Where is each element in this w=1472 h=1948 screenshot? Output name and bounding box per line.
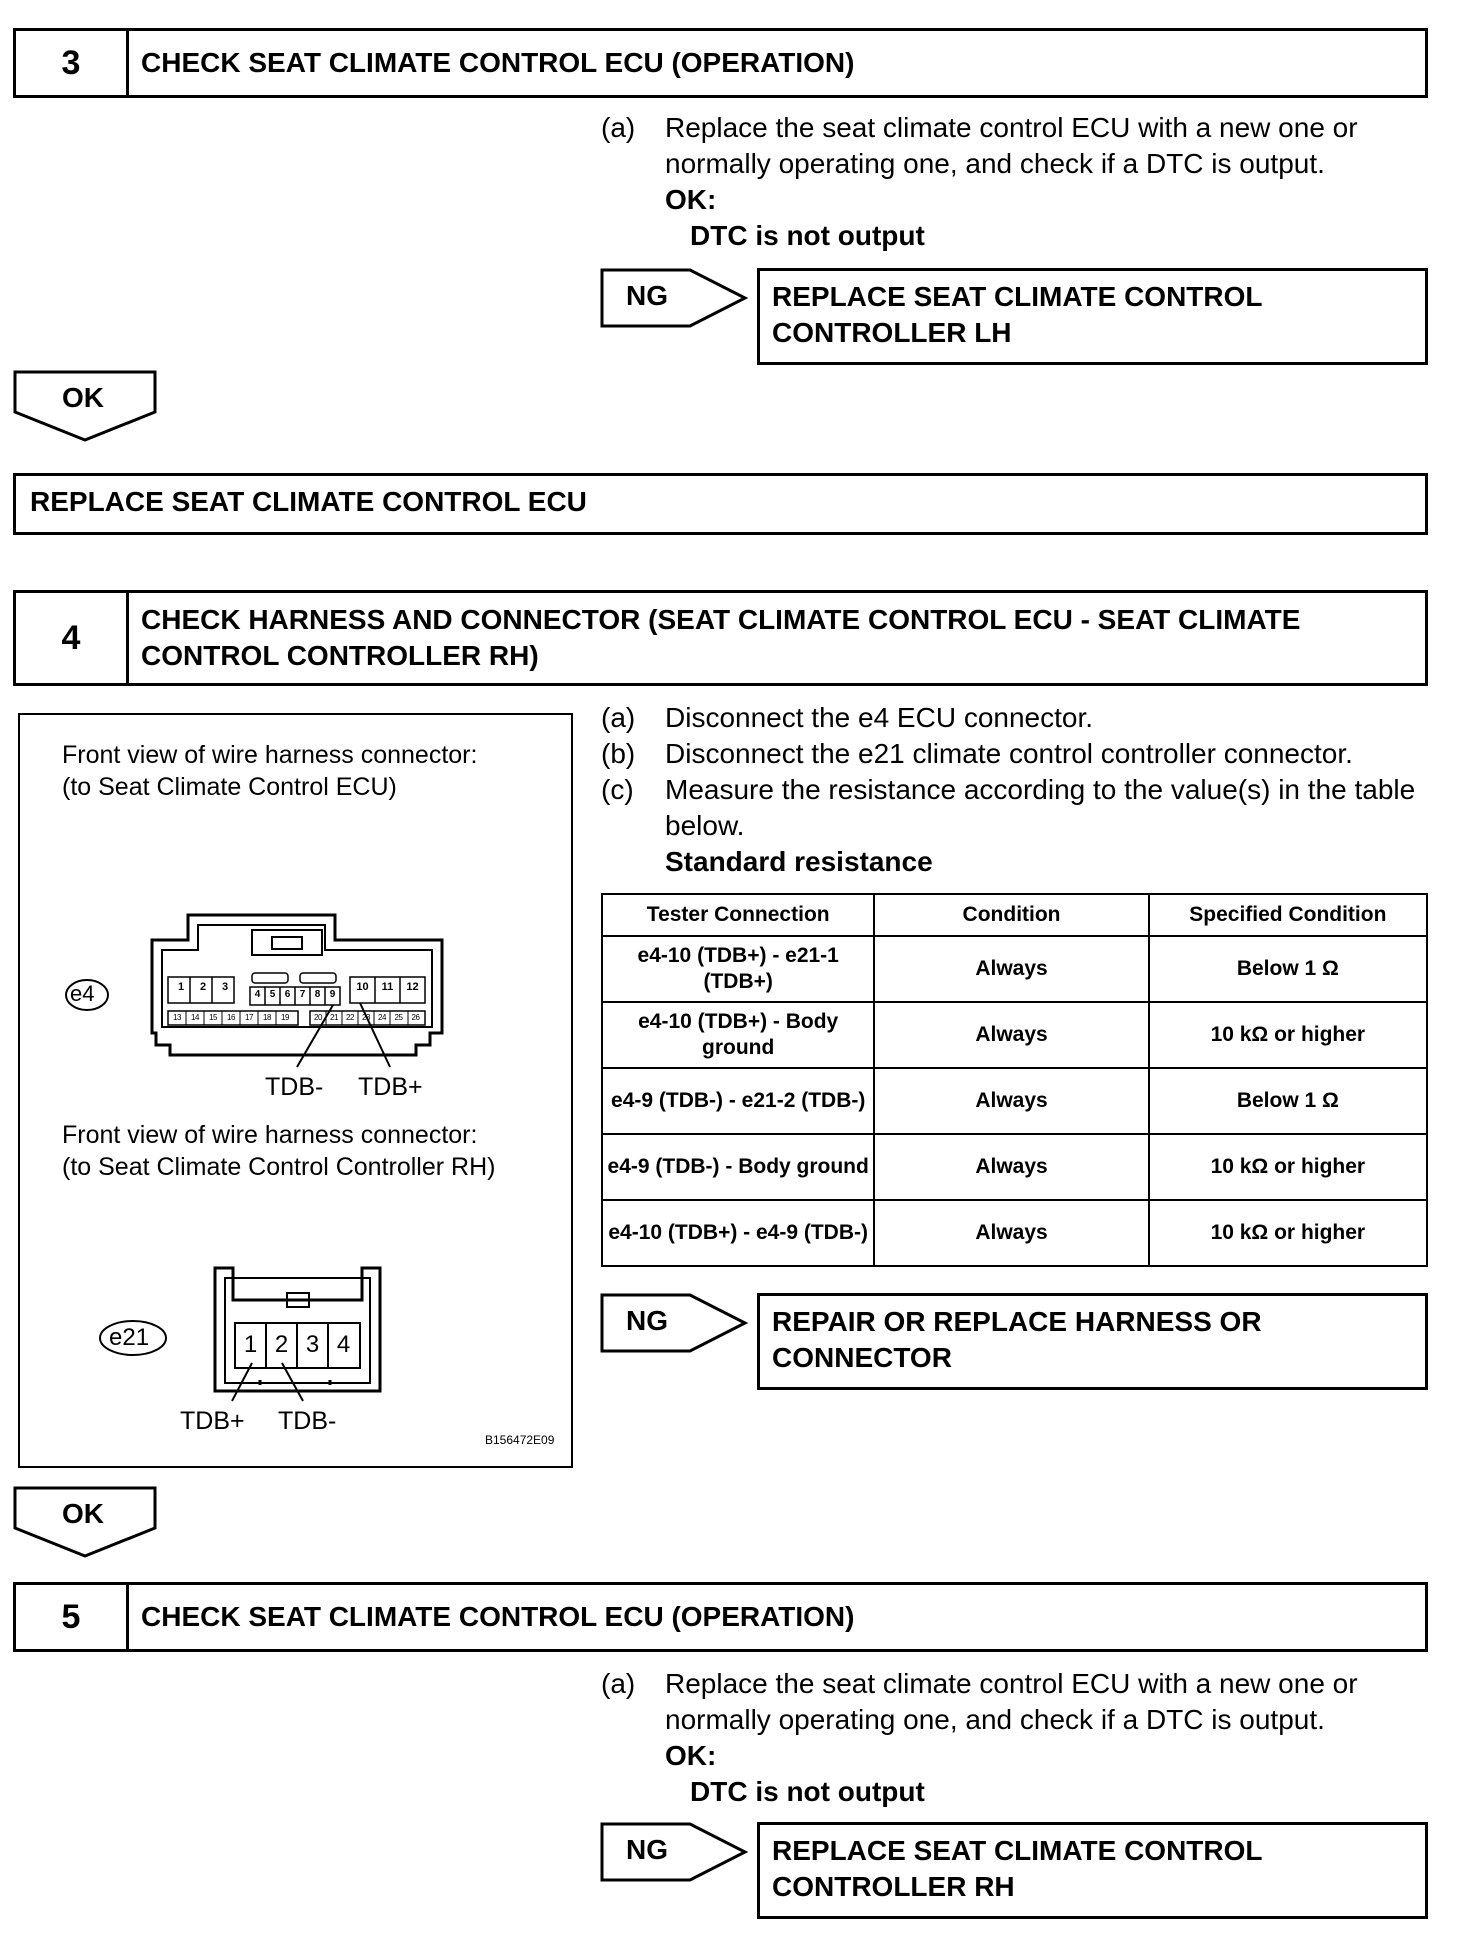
e4-pin: 24 — [378, 1013, 386, 1022]
connector-figure — [18, 713, 573, 1468]
step3-ok-label: OK: — [665, 184, 717, 215]
e4-pins-bottom-right — [310, 1013, 425, 1022]
e4-pin: 16 — [227, 1013, 235, 1022]
e21-tdb-minus-label: TDB- — [278, 1407, 337, 1435]
e4-pin: 20 — [314, 1013, 322, 1022]
step5-number: 5 — [16, 1585, 129, 1649]
table-cell: Always — [874, 1200, 1148, 1266]
step5-header — [13, 1582, 1428, 1652]
step3-instructions — [601, 110, 1431, 254]
step4-instr-text: Disconnect the e21 climate control controller connector. — [665, 738, 1353, 769]
e4-pin: 14 — [191, 1013, 199, 1022]
e4-pin: 10 — [356, 981, 369, 993]
e4-pin: 2 — [199, 981, 207, 993]
e4-pin: 12 — [406, 981, 419, 993]
table-header-row — [602, 894, 1427, 936]
step5-ng-label: NG — [626, 1834, 668, 1865]
step3-ok-arrow-label: OK — [62, 382, 104, 413]
table-cell: 10 kΩ or higher — [1149, 1200, 1427, 1266]
e4-pin: 1 — [177, 981, 185, 993]
step3-instr-text: Replace the seat climate control ECU with a new one or normally operating one, and check if a DTC is output. — [665, 112, 1358, 179]
e4-pin: 3 — [221, 981, 229, 993]
step4-header — [13, 590, 1428, 686]
step4-instr-label: (c) — [601, 774, 634, 805]
e4-pin: 21 — [330, 1013, 338, 1022]
figure-id: B156472E09 — [485, 1433, 555, 1447]
step4-instr-label: (a) — [601, 702, 636, 733]
e4-pins-mid — [250, 989, 340, 1000]
e4-pin: 26 — [411, 1013, 420, 1022]
step5-instr-label: (a) — [601, 1668, 636, 1699]
e21-pin: 3 — [305, 1331, 320, 1358]
e4-pin: 22 — [346, 1013, 354, 1022]
table-row — [602, 1200, 1427, 1266]
step4-instr-label: (b) — [601, 738, 636, 769]
e4-pin: 18 — [263, 1013, 271, 1022]
step4-instructions — [601, 700, 1431, 880]
e4-pin: 6 — [284, 989, 291, 1000]
step5-instr-text: Replace the seat climate control ECU with a new one or normally operating one, and check if a DTC is output. — [665, 1668, 1358, 1735]
fig-caption1-line2: (to Seat Climate Control ECU) — [62, 773, 397, 801]
e4-pin: 13 — [173, 1013, 181, 1022]
step3-number: 3 — [16, 31, 129, 95]
e21-tdb-plus-label: TDB+ — [180, 1407, 245, 1435]
table-cell: 10 kΩ or higher — [1149, 1002, 1427, 1068]
e4-pin: 7 — [299, 989, 306, 1000]
step5-ng-action: REPLACE SEAT CLIMATE CONTROL CONTROLLER RH — [757, 1822, 1428, 1919]
table-cell: e4-10 (TDB+) - e4-9 (TDB-) — [602, 1200, 874, 1266]
e21-pin: 4 — [336, 1331, 351, 1358]
table-row — [602, 1134, 1427, 1200]
step4-ng-arrow — [600, 1293, 750, 1353]
e4-pin: 23 — [362, 1013, 370, 1022]
table-cell: Below 1 Ω — [1149, 936, 1427, 1002]
step5-ok-label: OK: — [665, 1740, 717, 1771]
standard-resistance-label: Standard resistance — [665, 846, 933, 877]
step4-number: 4 — [16, 593, 129, 683]
e4-pins-bottom-left — [168, 1013, 298, 1022]
table-header-cell: Tester Connection — [602, 894, 874, 936]
e4-pin: 19 — [281, 1013, 289, 1022]
table-cell: Always — [874, 1002, 1148, 1068]
fig-caption2-line1: Front view of wire harness connector: — [62, 1121, 478, 1149]
step4-instr-text: Measure the resistance according to the value(s) in the table below. — [665, 774, 1416, 841]
step5-title: CHECK SEAT CLIMATE CONTROL ECU (OPERATION) — [141, 1601, 855, 1632]
fig-caption2-line2: (to Seat Climate Control Controller RH) — [62, 1153, 496, 1181]
e4-pins-top-left — [170, 981, 236, 993]
table-cell: e4-10 (TDB+) - e21-1 (TDB+) — [602, 936, 874, 1002]
e4-tdb-minus-label: TDB- — [265, 1073, 324, 1101]
e4-pin: 15 — [209, 1013, 217, 1022]
e4-pin: 4 — [254, 989, 261, 1000]
e4-tdb-plus-label: TDB+ — [358, 1073, 423, 1101]
step4-ok-arrow-label: OK — [62, 1498, 104, 1529]
step3-ng-label: NG — [626, 280, 668, 311]
table-row — [602, 936, 1427, 1002]
table-cell: e4-10 (TDB+) - Body ground — [602, 1002, 874, 1068]
step3-result: REPLACE SEAT CLIMATE CONTROL ECU — [13, 473, 1428, 535]
e4-label: e4 — [70, 981, 95, 1006]
step4-title: CHECK HARNESS AND CONNECTOR (SEAT CLIMATE CONTROL ECU - SEAT CLIMATE CONTROL CONTROLLER RH) — [141, 604, 1301, 671]
e4-pin: 17 — [245, 1013, 253, 1022]
step4-ng-label: NG — [626, 1305, 668, 1336]
table-cell: 10 kΩ or higher — [1149, 1134, 1427, 1200]
e21-pin: 2 — [274, 1331, 289, 1358]
table-cell: Always — [874, 936, 1148, 1002]
step3-ok-value: DTC is not output — [690, 220, 925, 251]
table-cell: Always — [874, 1134, 1148, 1200]
step4-instr-text: Disconnect the e4 ECU connector. — [665, 702, 1094, 733]
table-cell: Always — [874, 1068, 1148, 1134]
table-row — [602, 1002, 1427, 1068]
e4-pin: 5 — [269, 989, 276, 1000]
table-cell: e4-9 (TDB-) - e21-2 (TDB-) — [602, 1068, 874, 1134]
step3-ng-arrow — [600, 268, 750, 328]
fig-caption1-line1: Front view of wire harness connector: — [62, 741, 478, 769]
step5-instructions — [601, 1666, 1431, 1810]
step5-ng-arrow — [600, 1822, 750, 1882]
e4-pin: 11 — [381, 981, 394, 993]
e4-pin: 9 — [329, 989, 336, 1000]
table-cell: Below 1 Ω — [1149, 1068, 1427, 1134]
resistance-table — [601, 893, 1428, 1267]
step4-ng-action: REPAIR OR REPLACE HARNESS OR CONNECTOR — [757, 1293, 1428, 1390]
step3-header — [13, 28, 1428, 98]
step3-ng-action: REPLACE SEAT CLIMATE CONTROL CONTROLLER LH — [757, 268, 1428, 365]
e21-pin: 1 — [243, 1331, 258, 1358]
e4-pin: 25 — [394, 1013, 403, 1022]
e4-pin: 8 — [314, 989, 321, 1000]
table-header-cell: Specified Condition — [1149, 894, 1427, 936]
step3-instr-label: (a) — [601, 112, 636, 143]
step5-ok-value: DTC is not output — [690, 1776, 925, 1807]
table-cell: e4-9 (TDB-) - Body ground — [602, 1134, 874, 1200]
e21-pins — [235, 1331, 359, 1359]
e4-pins-top-right — [350, 981, 425, 993]
e21-label: e21 — [109, 1324, 150, 1351]
step3-title: CHECK SEAT CLIMATE CONTROL ECU (OPERATION) — [141, 47, 855, 78]
table-row — [602, 1068, 1427, 1134]
table-header-cell: Condition — [874, 894, 1148, 936]
